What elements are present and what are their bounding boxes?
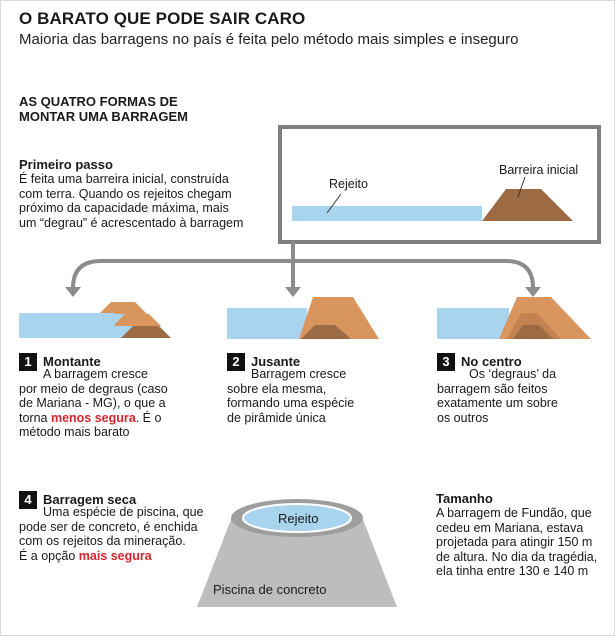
first-step-line3: próximo da capacidade máxima, mais [19, 201, 229, 215]
first-step-line4: um “degrau” é acrescentado à barragem [19, 215, 244, 230]
method-line: Os ‘degraus’ da [469, 367, 557, 381]
section-heading-line1: AS QUATRO FORMAS DE [19, 94, 178, 109]
method-number-badge: 4 [19, 491, 37, 509]
method-line: formando uma espécie [227, 396, 355, 410]
label-rejeito-top: Rejeito [329, 177, 368, 191]
top-initial-barrier [482, 189, 573, 221]
method-line: de pirâmide única [227, 410, 326, 425]
page-title: O BARATO QUE PODE SAIR CARO [19, 9, 306, 28]
arrow-bar-horizontal [73, 261, 533, 288]
method-montante [19, 353, 199, 440]
method-line: Barragem cresce [251, 367, 347, 381]
less-safe-highlight: menos segura [50, 410, 136, 425]
section-heading-line2: MONTAR UMA BARRAGEM [19, 109, 188, 124]
method-line: exatamente um sobre [437, 396, 558, 410]
method-line: sobre ela mesma, [227, 381, 327, 396]
method-line-suffix: . É o [135, 410, 162, 425]
label-initial-barrier: Barreira inicial [499, 163, 579, 177]
method-number-badge: 2 [227, 353, 245, 371]
method-barragem-seca [19, 491, 224, 563]
jusante-diagram [227, 297, 379, 339]
arrow-head-right [525, 287, 541, 297]
size-line: de altura. No dia da tragédia, [436, 549, 598, 564]
first-step-title: Primeiro passo [19, 157, 113, 172]
no-centro-diagram [437, 297, 591, 339]
method-number-badge: 3 [437, 353, 455, 371]
method-number-badge: 1 [19, 353, 37, 371]
method-line: barragem são feitos [437, 381, 548, 396]
montante-diagram [19, 302, 171, 338]
method-title: Jusante [251, 354, 301, 369]
size-line: A barragem de Fundão, que [436, 506, 592, 520]
method-line: A barragem cresce [43, 367, 148, 381]
top-rejeito-water [292, 206, 482, 221]
first-step-line1: É feita uma barreira inicial, construída [19, 172, 229, 186]
size-block [436, 491, 611, 579]
first-step-line2: com terra. Quando os rejeitos chegam [19, 186, 232, 201]
method-line [19, 411, 199, 426]
method-line [19, 549, 224, 564]
method-line-prefix: torna [19, 410, 51, 425]
method-line: pode ser de concreto, é enchida [19, 519, 198, 534]
method-line: Uma espécie de piscina, que [43, 505, 204, 519]
method-title: Montante [43, 354, 101, 369]
method-line-prefix: É a opção [19, 548, 79, 563]
size-title: Tamanho [436, 491, 493, 506]
method-title: Barragem seca [43, 492, 137, 507]
most-safe-highlight: mais segura [78, 548, 152, 563]
size-line: cedeu em Mariana, estava [436, 520, 584, 535]
method-line: com os rejeitos da mineração. [19, 534, 186, 548]
method-line: de Mariana - MG), o que a [19, 396, 166, 410]
method-title: No centro [461, 354, 522, 369]
page-subtitle: Maioria das barragens no país é feita pelo método mais simples e inseguro [19, 31, 519, 48]
method-line: por meio de degraus (caso [19, 381, 168, 396]
method-line: método mais barato [19, 425, 130, 439]
method-jusante [227, 353, 397, 425]
arrow-head-center [285, 287, 301, 297]
method-no-centro [437, 353, 607, 425]
arrow-head-left [65, 287, 81, 297]
size-line: projetada para atingir 150 m [436, 535, 593, 549]
method-line: os outros [437, 410, 489, 425]
label-concrete-pool: Piscina de concreto [213, 582, 327, 597]
size-line: ela tinha entre 130 e 140 m [436, 564, 589, 578]
label-rejeito-pool: Rejeito [278, 511, 319, 526]
first-step-diagram-box [280, 127, 599, 242]
